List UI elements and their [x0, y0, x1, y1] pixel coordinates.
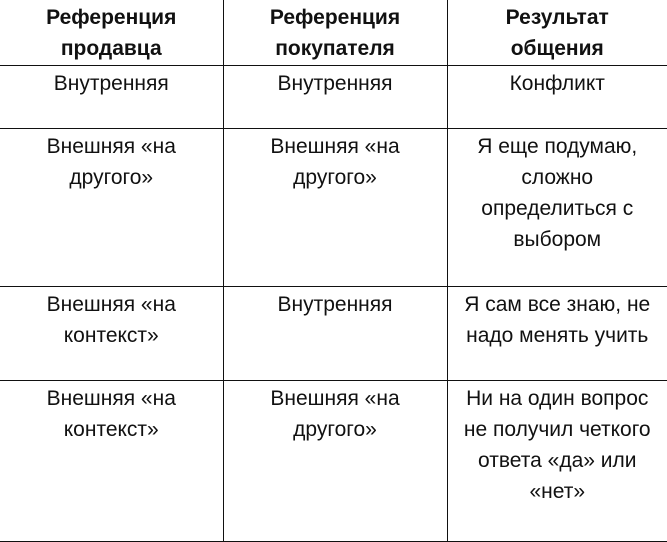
cell-text: Внешняя «на другого» — [270, 134, 400, 189]
header-label: Референция покупателя — [269, 6, 401, 60]
cell-text: Я сам все знаю, не надо менять учить — [464, 292, 651, 347]
table-cell-seller — [0, 128, 223, 286]
header-buyer-reference — [223, 0, 447, 65]
cell-text: Внешняя «на другого» — [270, 386, 400, 441]
header-seller-reference — [0, 0, 223, 65]
table-cell-seller — [0, 380, 223, 541]
cell-text: Конфликт — [509, 71, 605, 95]
table-cell-result — [447, 380, 667, 541]
header-label: Референция продавца — [46, 6, 177, 60]
table-cell-buyer — [223, 65, 447, 128]
table-cell-buyer — [223, 286, 447, 380]
table-cell-seller — [0, 65, 223, 128]
cell-text: Ни на один вопрос не получил четкого ответа «да» или «нет» — [463, 386, 651, 503]
header-label: Результат общения — [505, 6, 609, 60]
cell-text: Внешняя «на контекст» — [46, 292, 176, 347]
table-row — [0, 65, 667, 128]
cell-text: Я еще подумаю, сложно определиться с выбором — [477, 134, 638, 251]
cell-text: Внешняя «на контекст» — [46, 386, 176, 441]
table-cell-result — [447, 65, 667, 128]
table-cell-result — [447, 128, 667, 286]
cell-text: Внешняя «на другого» — [46, 134, 176, 189]
table-cell-result — [447, 286, 667, 380]
header-communication-result — [447, 0, 667, 65]
cell-text: Внутренняя — [277, 71, 393, 95]
table-cell-seller — [0, 286, 223, 380]
table-row — [0, 380, 667, 541]
table-cell-buyer — [223, 380, 447, 541]
cell-text: Внутренняя — [53, 71, 169, 95]
cell-text: Внутренняя — [277, 292, 393, 316]
header-row — [0, 0, 667, 65]
table-row — [0, 128, 667, 286]
table-row — [0, 286, 667, 380]
table-cell-buyer — [223, 128, 447, 286]
